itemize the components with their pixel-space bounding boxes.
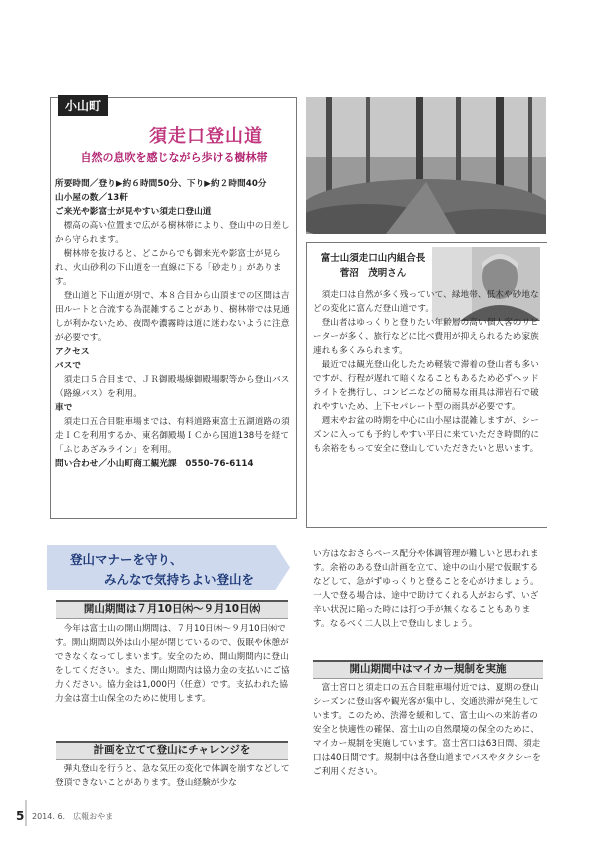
trail-line: 標高の高い位置まで広がる樹林帯により、登山中の日差しから守られます。 [55, 221, 290, 245]
plan-heading: 計画を立てて登山にチャレンジを [56, 741, 288, 760]
trail-line: 所要時間／登り▶約６時間50分、下り▶約２時間40分 [55, 179, 267, 189]
trail-body [55, 177, 291, 471]
trail-line: 須走口五合目駐車場までは、有料道路東富士五湖道路の須走ＩＣを利用するか、東名御殿場ＩＣから国道138号を経て「ふじあざみライン」を利用。 [55, 417, 290, 455]
trail-line: 問い合わせ／小山町商工観光課 0550-76-6114 [55, 459, 254, 469]
profile-paragraph: 最近では観光登山化したため軽装で滞着の登山者も多いですが、行程が遅れて暗くなることもあるため必ずヘッドライトを携行し、コンビニなどの簡易な雨具は滞岩石で破れやすいため、上下セパレート型の雨具が必要です。 [313, 360, 539, 412]
profile-organization: 富士山須走口山内組合長 [320, 253, 426, 264]
plan-continuation-paragraph: い方はなおさらペース配分や体調管理が難しいと思われます。余裕のある登山計画を立て、途中の山小屋で仮眠するなどして、急がずゆっくりと登ることを心がけましょう。一人で登る場合は、途中で助けてくれる人がおらず、いざ辛い状況に陥った時には打つ手が無くなることもあります。なるべく二人以上で登山しましょう。 [313, 549, 539, 629]
profile-paragraph: 須走口は自然が多く残っていて、緑地帯、低木や砂地などの変化に富んだ登山道です。 [313, 290, 539, 314]
period-heading: 開山期間は７月10日㈭～９月10日㈬ [56, 600, 288, 619]
car-regulation-text [313, 681, 543, 779]
footer-divider [25, 800, 27, 826]
plan-continuation [313, 547, 543, 631]
period-paragraph: 今年は富士山の開山期間は、７月10日㈭～９月10日㈬です。開山期間以外は山小屋が閉じているので、仮眠や休憩ができなくなってしまいます。安全のため、開山期間内に登山をしてください。また、開山期間内は協力金の支払いにご協力ください。協力金は1,000円（任意）です。支払われた協力金は富士山保全のために使用します。 [55, 624, 290, 704]
period-text [55, 622, 291, 706]
manner-title-line1: 登山マナーを守り、 [70, 552, 183, 567]
car-regulation-heading: 開山期間中はマイカー規制を実施 [313, 660, 543, 679]
profile-paragraph: 週末やお盆の時期を中心に山小屋は混雑しますが、シーズンに入っても予約しやすい平日に来ていただき時間的にも余裕をもって安全に登山していただきたいと思います。 [313, 416, 540, 454]
trail-line: 登山道と下山道が別で、本８合目から山頂までの区間は吉田ルートと合流する為混雑することがあり、樹林帯では見通しが利かないため、夜間や濃霧時は道に迷わないように注意が必要です。 [55, 291, 290, 343]
trail-line: アクセス [55, 347, 90, 357]
manner-title-line2: みんなで気持ちよい登山を [104, 572, 255, 587]
profile-text [313, 288, 543, 456]
town-label: 小山町 [58, 95, 108, 116]
trail-subtitle: 自然の息吹を感じながら歩ける樹林帯 [80, 151, 268, 164]
profile-paragraph: 登山者はゆっくりと登りたい年齢層の高い個人客のリピーターが多く、旅行などに比べ費用が抑えられるため家族連れも多くみられます。 [313, 318, 539, 356]
trail-line: 車で [55, 403, 73, 413]
profile-name: 菅沼 茂明さん [339, 268, 407, 279]
trail-line: 樹林帯を抜けると、どこからでも御来光や影富士が見られ、火山砂利の下山道を一直線に下る「砂走り」があります。 [55, 249, 282, 287]
forest-photo [306, 97, 546, 234]
footer-publication: 2014. 6. 広報おやま [32, 812, 114, 821]
plan-paragraph: 弾丸登山を行うと、急な気圧の変化で体調を崩すなどして登頂できないことがあります。登山経験が少な [55, 764, 290, 788]
car-regulation-paragraph: 富士宮口と須走口の五合目駐車場付近では、夏期の登山シーズンに登山客や観光客が集中し、交通渋滞が発生しています。このため、渋滞を緩和して、富士山への来訪者の安全と快適性の確保、富士山の自然環境の保全のために、マイカー規制を実施しています。富士宮口は63日間、須走口は40日間です。規制中は各登山道までバスやタクシーをご利用ください。 [313, 683, 541, 777]
plan-text [55, 762, 291, 790]
trail-line: 須走口５合目まで、ＪＲ御殿場線御殿場駅等から登山バス（路線バス）を利用。 [55, 375, 290, 399]
page-number: 5 [16, 809, 25, 823]
trail-line: 山小屋の数／13軒 [55, 193, 129, 203]
trail-line: ご来光や影富士が見やすい須走口登山道 [55, 207, 212, 217]
trail-title: 須走口登山道 [149, 126, 263, 147]
trail-line: バスで [55, 361, 82, 371]
